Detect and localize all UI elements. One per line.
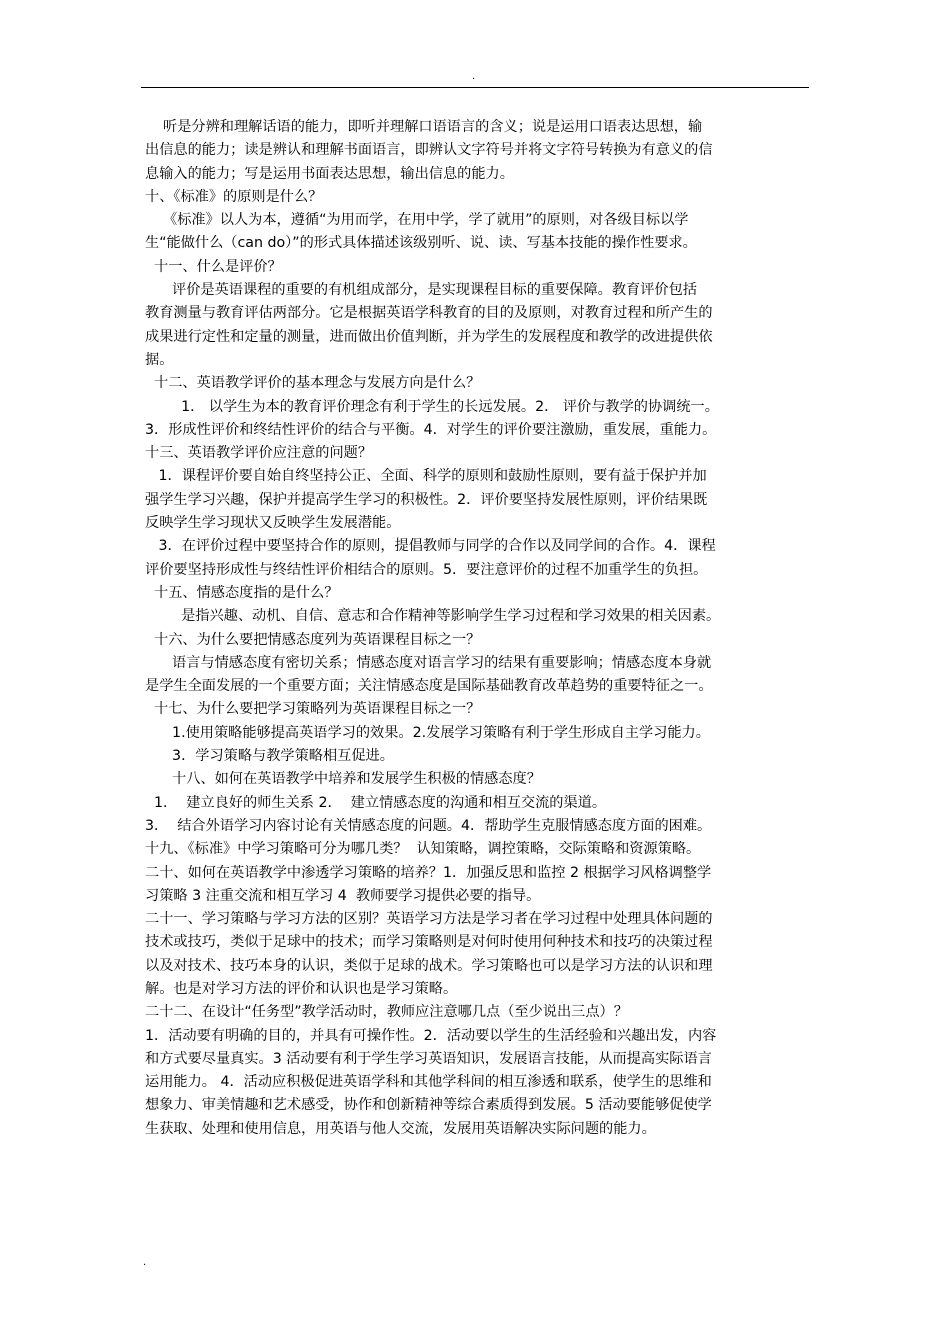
text-line: 出信息的能力；读是辨认和理解书面语言，即辨认文字符号并将文字符号转换为有意义的信 [145, 142, 713, 159]
text-line: 听是分辨和理解话语的能力，即听并理解口语语言的含义；说是运用口语表达思想，输 [145, 119, 703, 135]
text-line: 反映学生学习现状又反映学生发展潜能。 [145, 515, 401, 532]
text-line: 想象力、审美情趣和艺术感受，协作和创新精神等综合素质得到发展。5 活动要能够促使学 [145, 1097, 712, 1114]
text-line: 生获取、处理和使用信息，用英语与他人交流，发展用英语解决实际问题的能力。 [145, 1120, 656, 1137]
text-line: 十二、英语教学评价的基本理念与发展方向是什么？ [145, 375, 481, 392]
document-body [145, 116, 813, 1141]
text-line: 语言与情感态度有密切关系；情感态度对语言学习的结果有重要影响；情感态度本身就 [145, 654, 712, 671]
text-line: 评价要坚持形成性与终结性评价相结合的原则。5．要注意评价的过程不加重学生的负担。 [145, 561, 708, 578]
text-line: 技术或技巧，类似于足球中的技术；而学习策略则是对何时使用何种技术和技巧的决策过程 [145, 934, 713, 951]
text-line: 评价是英语课程的重要的有机组成部分，是实现课程目标的重要保障。教育评价包括 [145, 282, 697, 299]
text-line: 二十、如何在英语教学中渗透学习策略的培养？1．加强反思和监控 2 根据学习风格调整学 [145, 864, 712, 881]
footer-mark: . [143, 1257, 147, 1268]
text-line: 1.使用策略能够提高英语学习的效果。2.发展学习策略有利于学生形成自主学习能力。 [145, 724, 710, 741]
text-line: 十一、什么是评价？ [145, 258, 282, 275]
text-line: 十、《标准》的原则是什么？ [145, 188, 323, 205]
text-line: 解。也是对学习方法的评价和认识也是学习策略。 [145, 980, 458, 997]
text-line: 十八、如何在英语教学中培养和发展学生积极的情感态度？ [145, 771, 541, 788]
text-line: 十七、为什么要把学习策略列为英语课程目标之一？ [145, 701, 481, 718]
text-line: 和方式要尽量真实。3 活动要有利于学生学习英语知识，发展语言技能，从而提高实际语言 [145, 1050, 712, 1067]
text-line: 是指兴趣、动机、自信、意志和合作精神等影响学生学习过程和学习效果的相关因素。 [145, 608, 721, 625]
text-line: 生“能做什么（can do）”的形式具体描述该级别听、说、读、写基本技能的操作性要求。 [145, 235, 697, 252]
text-line: 十三、英语教学评价应注意的问题？ [145, 445, 373, 462]
text-line: 二十二、在设计“任务型”教学活动时，教师应注意哪几点（至少说出三点）？ [145, 1004, 628, 1021]
header-rule [141, 87, 809, 88]
header-mark: . [472, 71, 476, 82]
text-line: 1． 建立良好的师生关系 2． 建立情感态度的沟通和相互交流的渠道。 [145, 794, 607, 811]
text-line: 1．课程评价要自始自终坚持公正、全面、科学的原则和鼓励性原则，要有益于保护并加 [145, 468, 707, 485]
text-line: 息输入的能力；写是运用书面表达思想，输出信息的能力。 [145, 165, 514, 182]
text-line: 《标准》以人为本，遵循“为用而学，在用中学，学了就用”的原则，对各级目标以学 [145, 212, 689, 229]
text-line: 运用能力。 4．活动应积极促进英语学科和其他学科间的相互渗透和联系，使学生的思维和 [145, 1074, 712, 1091]
text-line: 3．形成性评价和终结性评价的结合与平衡。4．对学生的评价要注激励，重发展，重能力。 [145, 421, 717, 438]
text-line: 1．活动要有明确的目的，并具有可操作性。2．活动要以学生的生活经验和兴趣出发，内容 [145, 1027, 717, 1044]
text-line: 二十一、学习策略与学习方法的区别？英语学习方法是学习者在学习过程中处理具体问题的 [145, 911, 713, 928]
text-line: 十九、《标准》中学习策略可分为哪几类？ 认知策略，调控策略，交际策略和资源策略。 [145, 841, 701, 858]
text-line: 3．学习策略与教学策略相互促进。 [145, 748, 394, 765]
text-line: 教育测量与教育评估两部分。它是根据英语学科教育的目的及原则，对教育过程和所产生的 [145, 305, 713, 322]
text-line: 据。 [145, 351, 174, 368]
text-line: 习策略 3 注重交流和相互学习 4 教师要学习提供必要的指导。 [145, 887, 541, 904]
text-line: 3．在评价过程中要坚持合作的原则，提倡教师与同学的合作以及同学间的合作。4．课程 [145, 538, 716, 555]
text-line: 十五、情感态度指的是什么？ [145, 584, 339, 601]
text-line: 是学生全面发展的一个重要方面；关注情感态度是国际基础教育改革趋势的重要特征之一。 [145, 678, 713, 695]
text-line: 强学生学习兴趣，保护并提高学生学习的积极性。2．评价要坚持发展性原则，评价结果既 [145, 491, 708, 508]
text-line: 成果进行定性和定量的测量，进而做出价值判断，并为学生的发展程度和教学的改进提供依 [145, 328, 713, 345]
text-line: 1． 以学生为本的教育评价理念有利于学生的长远发展。2． 评价与教学的协调统一。 [145, 398, 719, 415]
text-line: 以及对技术、技巧本身的认识，类似于足球的战术。学习策略也可以是学习方法的认识和理 [145, 957, 713, 974]
text-line: 十六、为什么要把情感态度列为英语课程目标之一？ [145, 631, 481, 648]
text-line: 3． 结合外语学习内容讨论有关情感态度的问题。4．帮助学生克服情感态度方面的困难。 [145, 817, 712, 834]
